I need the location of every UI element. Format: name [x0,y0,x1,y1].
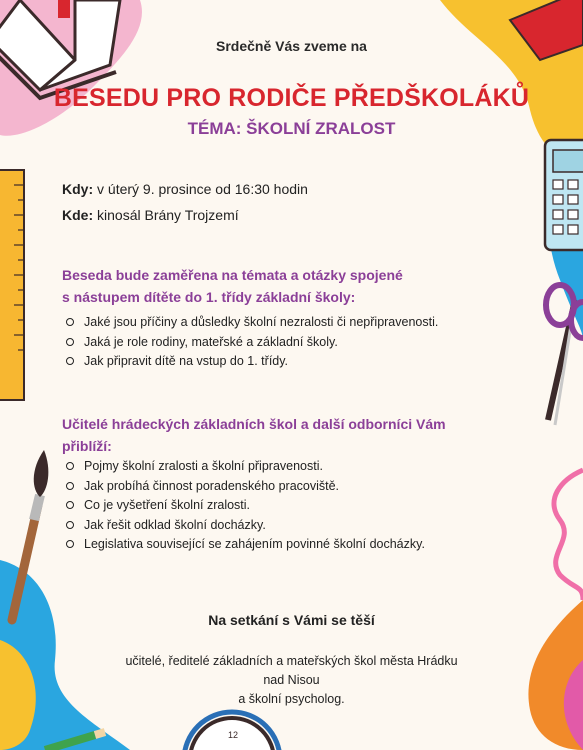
where-line [62,207,239,223]
section2-heading [62,413,482,457]
section1-list [62,313,438,372]
list-item: Jaká je role rodiny, mateřské a základní školy. [62,333,438,353]
section1-heading-line1: Beseda bude zaměřena na témata a otázky spojené [62,267,403,283]
section1-heading [62,264,482,308]
greeting: Srdečně Vás zveme na [216,38,367,54]
outro: Na setkání s Vámi se těší [208,612,375,628]
topic-subtitle: TÉMA: ŠKOLNÍ ZRALOST [187,119,396,138]
section1-heading-line2: s nástupem dítěte do 1. třídy základní školy: [62,289,356,305]
closing [120,652,463,709]
section2-heading-line1: Učitelé hrádeckých základních škol a další odborníci Vám [62,416,446,432]
page-title: BESEDU PRO RODIČE PŘEDŠKOLÁKŮ [53,84,530,112]
where-label: Kde: [62,207,94,223]
list-item: Co je vyšetření školní zralosti. [62,496,425,516]
when-value: v úterý 9. prosince od 16:30 hodin [97,181,308,197]
list-item: Pojmy školní zralosti a školní připravenosti. [62,457,425,477]
when-line [62,181,308,197]
closing-line2: a školní psycholog. [238,692,345,706]
list-item: Jaké jsou příčiny a důsledky školní nezralosti či nepřipravenosti. [62,313,438,333]
when-label: Kdy: [62,181,94,197]
section2-heading-line2: přiblíží: [62,438,112,454]
list-item: Jak připravit dítě na vstup do 1. třídy. [62,352,438,372]
section2-list [62,457,425,555]
list-item: Legislativa související se zahájením povinné školní docházky. [62,535,425,555]
list-item: Jak probíhá činnost poradenského pracoviště. [62,477,425,497]
svg-text:12: 12 [228,730,239,740]
closing-line1: učitelé, ředitelé základních a mateřských škol města Hrádku nad Nisou [125,654,458,687]
where-value: kinosál Brány Trojzemí [97,207,239,223]
list-item: Jak řešit odklad školní docházky. [62,516,425,536]
